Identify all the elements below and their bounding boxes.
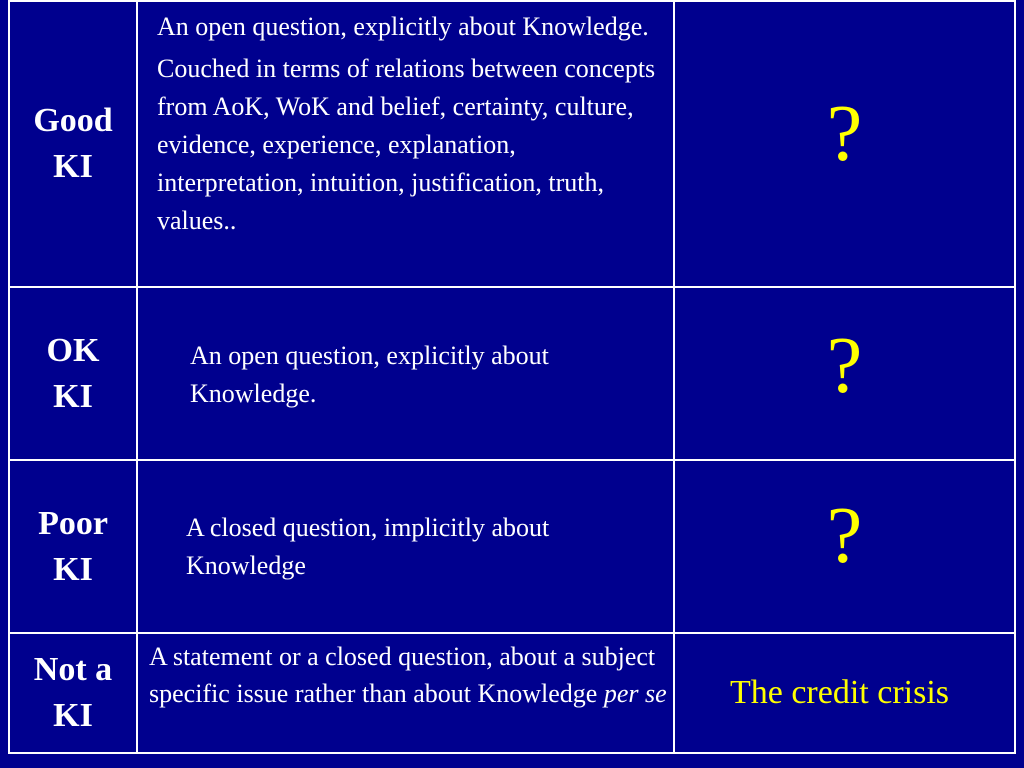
row-label-line2: KI [53,148,93,185]
row-label-good-ki [10,2,136,286]
description-paragraph: An open question, explicitly about Knowledge. [157,12,649,41]
question-mark: ? [826,90,863,178]
row-description-good-ki [157,8,667,284]
row-example-not-a-ki [675,634,1014,752]
row-description-not-a-ki [149,638,671,750]
row-example-poor-ki [675,461,1014,632]
row-label-line2: KI [53,550,93,588]
description-paragraph: Couched in terms of relations between concepts from AoK, WoK and belief, certainty, culture, evidence, experience, explanation, interpretation, intuition, justification, truth, values.. [157,54,656,235]
row-example-good-ki [675,2,1014,286]
row-label-line1: OK [46,331,100,369]
example-text: The credit crisis [729,674,950,711]
row-label-line1: Good [33,102,113,139]
row-label-line2: KI [53,377,93,415]
question-mark: ? [826,491,863,580]
row-label-poor-ki [10,461,136,632]
description-paragraph: An open question, explicitly about Knowledge. [190,341,549,408]
description-italic-text: per se [603,679,667,708]
row-label-ok-ki [10,288,136,459]
description-text: A statement or a closed question, about a subject specific issue rather than about Knowledge [149,642,656,708]
row-label-line2: KI [53,697,93,734]
row-label-line1: Poor [38,504,108,542]
row-example-ok-ki [675,288,1014,459]
row-label-line1: Not a [33,651,113,688]
table-border-right [1014,0,1016,754]
description-paragraph: A closed question, implicitly about Knowledge [186,513,550,580]
column-divider [136,0,138,754]
row-description-poor-ki [186,509,656,619]
question-mark: ? [826,321,863,410]
table-border-bottom [8,752,1016,754]
row-label-not-a-ki [10,634,136,752]
row-description-ok-ki [190,337,660,447]
ki-table [8,0,1016,754]
